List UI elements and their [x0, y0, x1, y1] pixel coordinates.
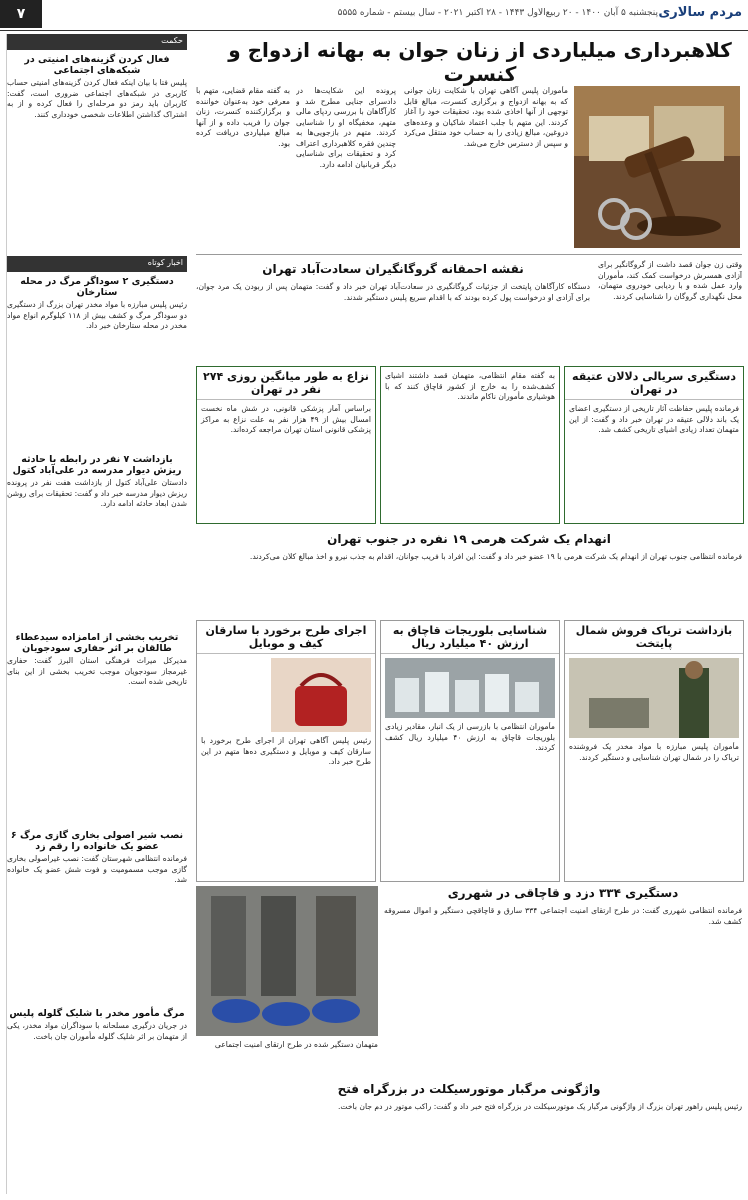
sidebar-body-a: پلیس فتا با بیان اینکه فعال کردن گزینه‌های امنیتی حساب کاربری در شبکه‌های اجتماعی ضروری است، گفت: کاربران باید رمز دو مرحله‌ای را فعال کرده و از به اشتراک گذاشتن اطلاعات شخصی خودداری کنند. [7, 78, 187, 119]
lead-body-2: پرونده این شکایت‌ها در دادسرای جنایی مطرح شد و کارآگاهان با بررسی ردپای مالی متهم، مخفیگاه او را شناسایی کردند. متهم در بازجویی‌ها به چندین فقره کلاهبرداری اعتراف کرد و تحقیقات برای شناسایی دیگر قربانیان ادامه دارد. [296, 86, 396, 169]
sidebar-title-e: نصب شیر اصولی بخاری گازی مرگ ۶ عضو یک خانواده را رقم زد [10, 830, 184, 852]
nezaa-title: نزاع به طور میانگین روزی ۲۷۴ نفر در تهران [197, 367, 375, 400]
dozd-body: فرمانده انتظامی شهرری گفت: در طرح ارتقای امنیت اجتماعی ۳۳۴ سارق و قاچاقچی دستگیر و اموال مسروقه کشف شد. [384, 906, 742, 926]
gavel-handcuffs-image [574, 86, 740, 248]
motor-title: واژگونی مرگبار موتورسیکلت در بزرگراه فتح [337, 1082, 601, 1096]
sidebar-body-c: دادستان علی‌آباد کتول از بازداشت هفت نفر در پرونده ریزش دیوار مدرسه خبر داد و گفت: تحقیقات برای روشن شدن ابعاد حادثه ادامه دارد. [7, 478, 187, 508]
sidebar-title-b: دستگیری ۲ سوداگر مرگ در محله ستارخان [20, 276, 174, 298]
sidebar-title-c: بازداشت ۷ نفر در رابطه با حادثه ریزش دیوار مدرسه در علی‌آباد کتول [12, 454, 182, 476]
sarqat-box [196, 620, 376, 882]
mosavi-box [380, 366, 560, 524]
sidebar-label-b: اخبار کوتاه [7, 256, 187, 272]
sidebar-body-d: مدیرکل میراث فرهنگی استان البرز گفت: حفاری غیرمجاز سودجویان موجب تخریب بخشی از این بنای تاریخی شده است. [7, 656, 187, 686]
lead-body-3: به گفته مقام قضایی، متهم با معرفی خود به‌عنوان خواننده و برگزارکننده کنسرت، زنان جوان را فریب داده و از آنها مبالغ میلیاردی دریافت کرده بود. [196, 86, 290, 148]
sidebar-body-b: رئیس پلیس مبارزه با مواد مخدر تهران بزرگ از دستگیری دو سوداگر مرگ و کشف بیش از ۱۱۸ کیلوگرم انواع مواد مخدر در محله ستارخان خبر داد. [7, 300, 187, 330]
sidebar-body-f: در جریان درگیری مسلحانه با سوداگران مواد مخدر، یکی از متهمان بر اثر شلیک گلوله مأموران جان باخت. [7, 1021, 187, 1041]
sidebar [6, 34, 187, 1194]
sidebar-title-a: فعال کردن گزینه‌های امنیتی در شبکه‌های اجتماعی [24, 54, 170, 76]
sarqat-body: رئیس پلیس آگاهی تهران از اجرای طرح برخورد با سارقان کیف و موبایل و دستگیری ده‌ها متهم در این طرح خبر داد. [201, 736, 371, 766]
dallan-box [564, 366, 744, 524]
shackled-feet-image [196, 886, 378, 1036]
sidebar-title-f: مرگ مأمور مخدر با شلیک گلوله پلیس [9, 1008, 185, 1019]
mosavi-body: به گفته مقام انتظامی، متهمان قصد داشتند اشیای کشف‌شده را به خارج از کشور قاچاق کنند که با هوشیاری مأموران ناکام ماندند. [385, 371, 555, 401]
haram-body: فرمانده انتظامی جنوب تهران از انهدام یک شرکت هرمی با ۱۹ عضو خبر داد و گفت: این افراد با فریب جوانان، اقدام به جذب نیرو و اخذ مبالغ کلان می‌کردند. [249, 552, 742, 561]
lead-body-1: مأموران پلیس آگاهی تهران با شکایت زنان جوانی که به بهانه ازدواج و برگزاری کنسرت، مبالغ قابل توجهی از آنها اخاذی شده بود، تحقیقات خود را آغاز کردند. این متهم با جلب اعتماد شاکیان و وعده‌های دروغین، مبالغ زیادی را به حساب خود منتقل می‌کرد و سپس از دسترس خارج می‌شد. [404, 86, 568, 148]
sarqat-photo [271, 658, 371, 732]
nezaa-body: براساس آمار پزشکی قانونی، در شش ماه نخست امسال بیش از ۴۹ هزار نفر به علت نزاع به مراکز پزشکی قانونی استان تهران مراجعه کرده‌اند. [201, 404, 371, 434]
sarqat-title: اجرای طرح برخورد با سارقان کیف و موبایل [197, 621, 375, 654]
tobacco-title: بازداشت تریاک فروش شمال پایتخت [565, 621, 743, 654]
lead-headline: کلاهبرداری میلیاردی از زنان جوان به بهانه ازدواج و کنسرت [228, 38, 732, 86]
dallan-body: فرمانده پلیس حفاظت آثار تاریخی از دستگیری اعضای یک باند دلالی عتیقه در تهران خبر داد و گفت: از این متهمان تعداد زیادی اشیای تاریخی کشف شد. [569, 404, 739, 434]
boloor-photo [385, 658, 555, 718]
tobacco-body: مأموران پلیس مبارزه با مواد مخدر یک فروشنده تریاک را در شمال تهران شناسایی و دستگیر کردند. [569, 742, 739, 762]
saadat-body: دستگاه کارآگاهان پایتخت از جزئیات گروگانگیری در سعادت‌آباد تهران خبر داد و گفت: متهمان پس از ربودن یک مرد جوان، برای آزادی او درخواست پول کرده بودند که با اقدام سریع پلیس دستگیر شدند. [196, 282, 590, 302]
divider [196, 254, 742, 255]
glassware-image [385, 658, 555, 718]
police-officer-image [569, 658, 739, 738]
saadat-title: نقشه احمقانه گروگانگیران سعادت‌آباد تهران [262, 262, 524, 276]
sidebar-body-e: فرمانده انتظامی شهرستان گفت: نصب غیراصولی بخاری گازی موجب مسمومیت و فوت شش عضو یک خانواده شد. [7, 854, 187, 884]
dallan-title: دستگیری سریالی دلالان عتیقه در تهران [565, 367, 743, 400]
date-line: پنجشنبه ۵ آبان ۱۴۰۰ - ۲۰ ربیع‌الاول ۱۴۴۳ - ۲۸ اکتبر ۲۰۲۱ - سال بیستم - شماره ۵۵۵۵ [337, 8, 658, 18]
sidebar-label-a: حکمت [7, 34, 187, 50]
handbag-image [271, 658, 371, 732]
haram-title: انهدام یک شرکت هرمی ۱۹ نفره در جنوب تهران [327, 532, 611, 546]
boloor-box [380, 620, 560, 882]
right-top-body: وقتی زن جوان قصد داشت از گروگانگیر برای آزادی همسرش درخواست کمک کند، مأموران وارد عمل شده و با ردیابی خودروی متهمان، محل نگهداری گروگان را شناسایی کردند. [598, 260, 742, 301]
lead-photo [574, 86, 740, 248]
nezaa-box [196, 366, 376, 524]
page-number: ۷ [0, 0, 42, 28]
tobacco-photo [569, 658, 739, 738]
motor-body: رئیس پلیس راهور تهران بزرگ از واژگونی مرگبار یک موتورسیکلت در بزرگراه فتح خبر داد و گفت: راکب موتور در دم جان باخت. [337, 1102, 742, 1111]
sidebar-title-d: تخریب بخشی از امامزاده سیدعطاء طالقان بر اثر حفاری سودجویان [15, 632, 179, 654]
suspects-photo [196, 886, 378, 1036]
brand-name: مردم سالاری [658, 5, 742, 20]
dozd-title: دستگیری ۳۳۴ دزد و قاچاقی در شهرری [447, 886, 679, 900]
suspects-caption: متهمان دستگیر شده در طرح ارتقای امنیت اجتماعی [214, 1040, 378, 1049]
masthead [0, 0, 748, 31]
boloor-title: شناسایی بلوریجات قاچاق به ارزش ۴۰ میلیارد ریال [381, 621, 559, 654]
tobacco-box [564, 620, 744, 882]
boloor-body: مأموران انتظامی با بازرسی از یک انبار، مقادیر زیادی بلوریجات قاچاق به ارزش ۴۰ میلیارد ریال کشف کردند. [385, 722, 555, 752]
